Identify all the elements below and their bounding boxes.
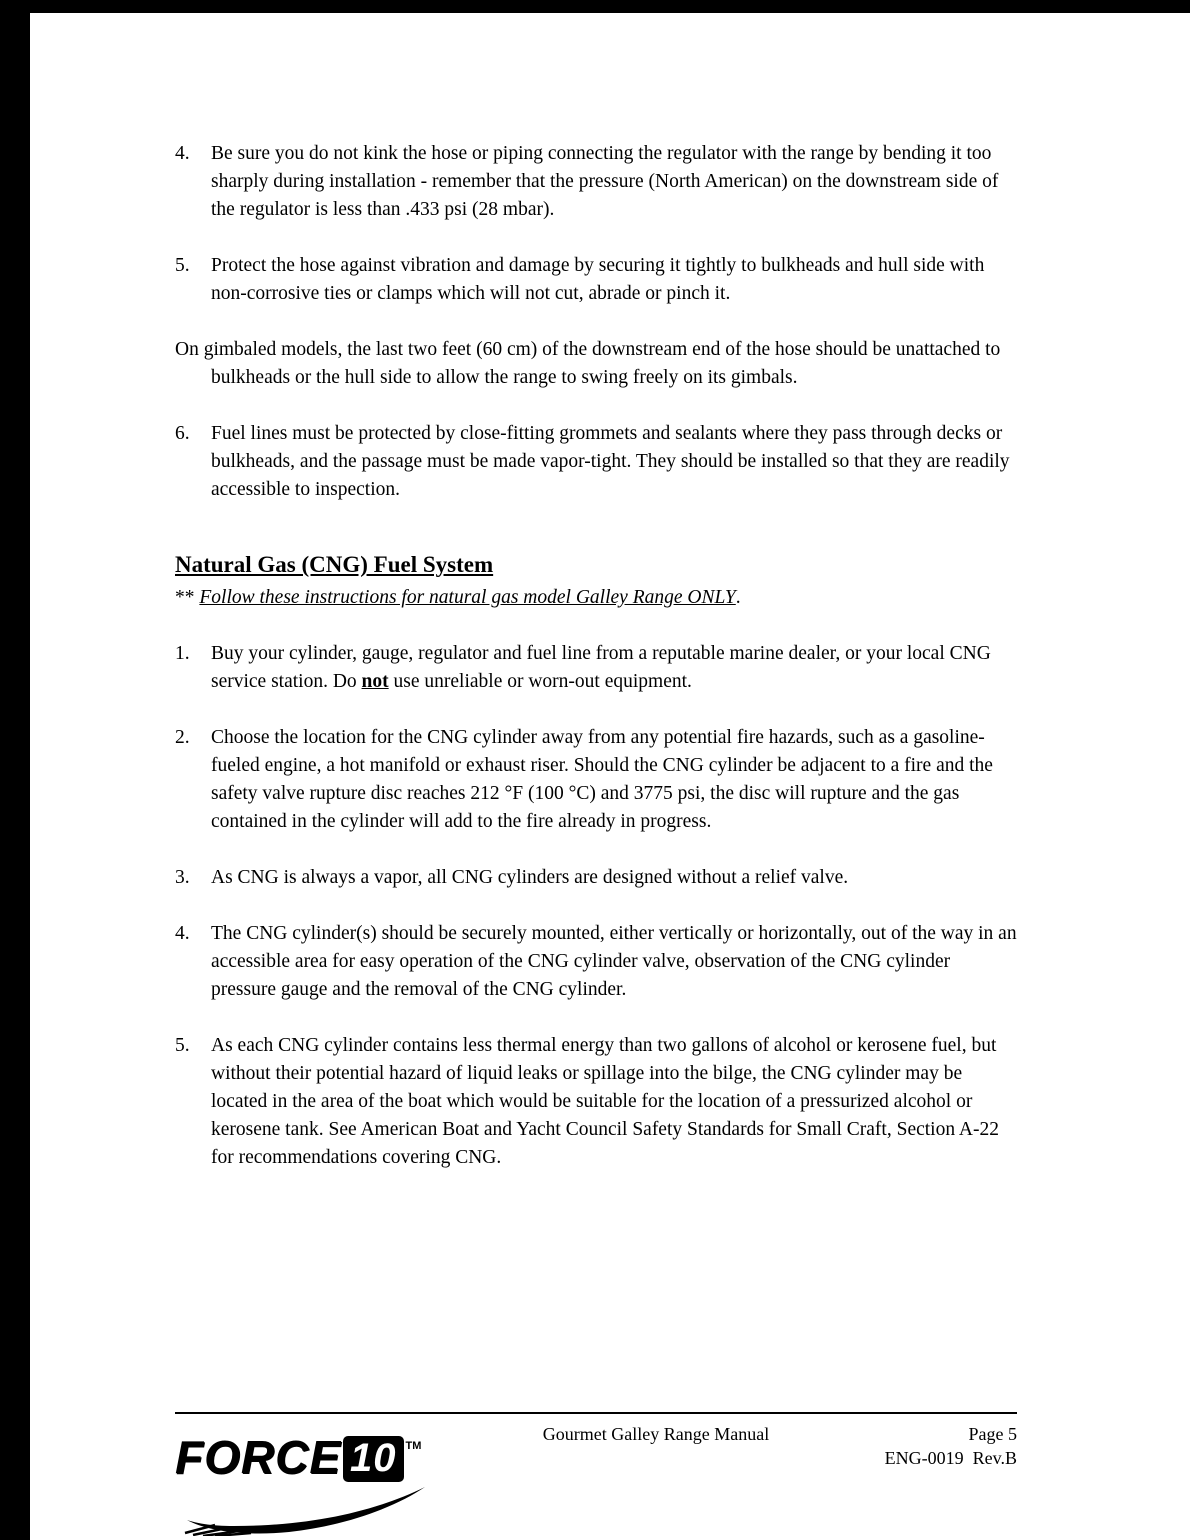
item-number: 6. [175, 423, 190, 444]
item-number: 5. [175, 255, 190, 276]
item-text: As CNG is always a vapor, all CNG cylinders are designed without a relief valve. [211, 867, 849, 888]
cng-item-5 [175, 1032, 1017, 1172]
footer-doc-number: ENG-0019 Rev.B [884, 1448, 1017, 1468]
item-text: Fuel lines must be protected by close-fitting grommets and sealants where they pass through decks or bulkheads, and the passage must be made vapor-tight. They should be installed so that they are readily accessible to inspection. [211, 423, 1010, 500]
item-number: 4. [175, 143, 190, 164]
item-text: Choose the location for the CNG cylinder away from any potential fire hazards, such as a gasoline-fueled engine, a hot manifold or exhaust riser. Should the CNG cylinder be adjacent to a fire and the safety valve rupture disc reaches 212 °F (100 °C) and 3775 psi, the disc will rupture and the gas contained in the cylinder will add to the fire already in progress. [211, 727, 993, 832]
cng-item-1 [175, 640, 1017, 696]
list-item-5 [175, 252, 1017, 308]
item-text: The CNG cylinder(s) should be securely mounted, either vertically or horizontally, out of the way in an accessible area for easy operation of the CNG cylinder valve, observation of the CNG cylinder pressure gauge and the removal of the CNG cylinder. [211, 923, 1017, 1000]
item-text: As each CNG cylinder contains less thermal energy than two gallons of alcohol or kerosene fuel, but without their potential hazard of liquid leaks or spillage into the bilge, the CNG cylinder may be located in the area of the boat which would be suitable for the location of a pressurized alcohol or kerosene tank. See American Boat and Yacht Council Safety Standards for Small Craft, Section A-22 for recommendations covering CNG. [211, 1035, 999, 1168]
item-number: 3. [175, 867, 190, 888]
item-text-pre: Buy your cylinder, gauge, regulator and fuel line from a reputable marine dealer, or your local CNG service station. Do [211, 643, 991, 692]
item-text-emphasis: not [361, 671, 389, 692]
footer-page-number: Page 5 [968, 1424, 1017, 1444]
list-item-4 [175, 140, 1017, 224]
cng-item-2 [175, 724, 1017, 836]
logo-swoosh-icon [179, 1484, 429, 1536]
logo-force-text: FORCE [175, 1431, 341, 1483]
cng-item-3 [175, 864, 1017, 892]
item-text: Protect the hose against vibration and damage by securing it tightly to bulkheads and hull side with non-corrosive ties or clamps which will not cut, abrade or pinch it. [211, 255, 985, 304]
item-number: 2. [175, 727, 190, 748]
force10-logo-wordmark [175, 1422, 455, 1482]
logo-ten-badge: 10 [343, 1436, 404, 1482]
item-number: 5. [175, 1035, 190, 1056]
item-text-post: use unreliable or worn-out equipment. [388, 671, 692, 692]
footer-page-block [857, 1420, 1017, 1470]
force10-logo [175, 1422, 455, 1536]
footer-manual-title: Gourmet Galley Range Manual [542, 1424, 770, 1444]
list-item-6 [175, 420, 1017, 504]
page-footer [175, 1412, 1017, 1536]
gimbaled-note-paragraph: On gimbaled models, the last two feet (60 cm) of the downstream end of the hose should be unattached to bulkheads or the hull side to allow the range to swing freely on its gimbals. [175, 339, 1001, 388]
note-marker: ** [175, 587, 200, 608]
trademark-symbol: TM [405, 1440, 422, 1452]
page-content [175, 140, 1017, 1200]
scan-edge-top [0, 0, 1190, 13]
item-number: 1. [175, 643, 190, 664]
scan-edge-left [0, 0, 30, 1540]
note-period: . [735, 587, 741, 608]
section-note [175, 584, 1017, 612]
item-number: 4. [175, 923, 190, 944]
section-heading: Natural Gas (CNG) Fuel System [175, 552, 494, 577]
note-text: Follow these instructions for natural gas model Galley Range ONLY [199, 587, 736, 608]
cng-item-4 [175, 920, 1017, 1004]
item-text [211, 640, 1017, 696]
item-text: Be sure you do not kink the hose or piping connecting the regulator with the range by bending it too sharply during installation - remember that the pressure (North American) on the downstream side of the regulator is less than .433 psi (28 mbar). [211, 143, 999, 220]
